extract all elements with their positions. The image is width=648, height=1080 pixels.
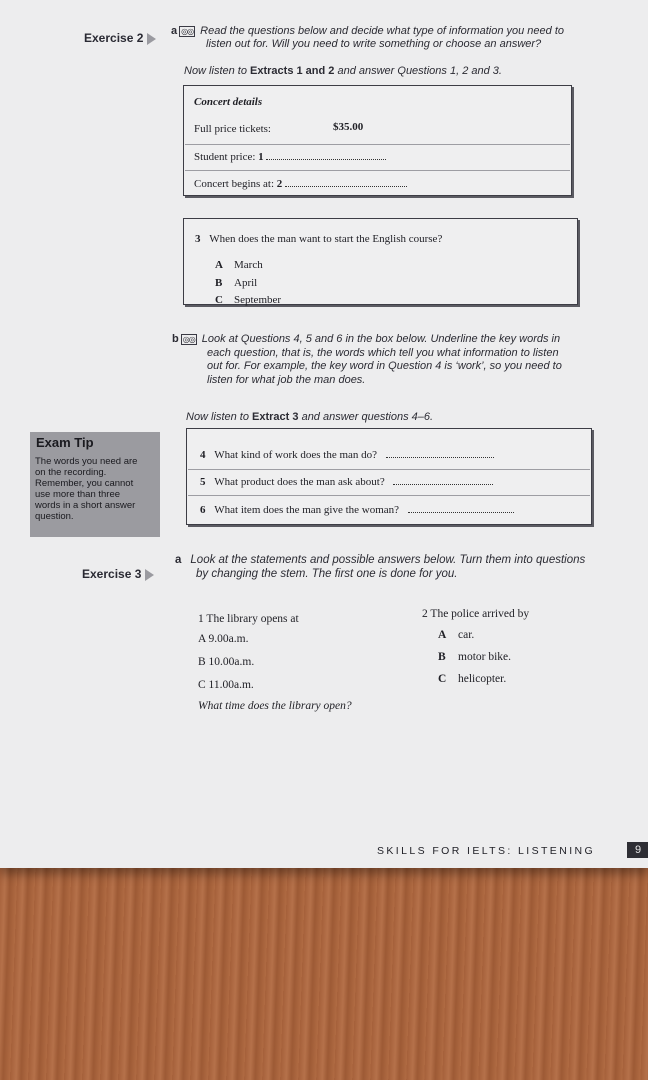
exercise-2-label [84, 31, 156, 45]
concert-begins-label: Concert begins at: [194, 178, 275, 190]
listen-post: and answer Questions 1, 2 and 3. [334, 65, 502, 77]
ex3-q1-option-c: C 11.00a.m. [198, 679, 254, 691]
question-4-row [200, 449, 494, 461]
answer-1-blank[interactable] [266, 158, 386, 160]
exam-tip-box [30, 432, 160, 537]
option-letter: B [215, 276, 223, 289]
ex3-q1-option-b: B 10.00a.m. [198, 656, 255, 668]
tip-line: The words you need are [35, 456, 138, 467]
option-text: motor bike. [458, 651, 512, 663]
ex3-q2-option-c [438, 673, 506, 685]
tip-line: on the recording. [35, 467, 107, 478]
student-price-row [194, 151, 386, 163]
exercise-2-text: Exercise 2 [84, 31, 144, 45]
divider [188, 495, 590, 496]
option-letter: A [438, 629, 447, 641]
concert-title: Concert details [194, 96, 263, 108]
question-3-row [195, 233, 442, 245]
divider [188, 469, 590, 470]
audio-cd-icon: ◎◎ [181, 26, 194, 36]
question-3-number: 3 [195, 233, 201, 245]
question-1-number: 1 [258, 151, 264, 163]
question-6-text: What item does the man give the woman? [214, 504, 400, 516]
running-footer: SKILLS FOR IELTS: LISTENING [377, 845, 596, 857]
ex3-q1-stem: 1 The library opens at [198, 613, 299, 625]
tip-line: question. [35, 511, 74, 522]
exercise-3-text: Exercise 3 [82, 567, 142, 581]
tip-line: Remember, you cannot [35, 478, 134, 489]
answer-6-blank[interactable] [408, 511, 514, 513]
ex2b-instructions [172, 333, 622, 387]
question-4-text: What kind of work does the man do? [214, 449, 378, 461]
option-text: April [234, 276, 258, 289]
concert-details-box [183, 85, 572, 196]
question-5-text: What product does the man ask about? [214, 476, 385, 488]
page-number: 9 [627, 842, 648, 858]
ex3-q1-option-a: A 9.00a.m. [198, 633, 249, 645]
option-text: helicopter. [458, 673, 507, 685]
divider [185, 170, 570, 171]
option-text: September [234, 294, 282, 306]
ex2a-line2: listen out for. Will you need to write something or choose an answer? [206, 38, 542, 50]
ex2b-line4: listen for what job the man does. [207, 373, 366, 386]
questions-4-6-box [186, 428, 592, 525]
option-letter: C [215, 294, 223, 306]
question-6-row [200, 504, 514, 516]
ex3-q1-example-answer: What time does the library open? [198, 700, 352, 712]
question-5-number: 5 [200, 476, 206, 488]
ex2a-instructions [171, 25, 611, 51]
question-2-number: 2 [276, 178, 283, 190]
audio-cd-icon: ◎◎ [182, 334, 195, 344]
exam-tip-body [35, 456, 159, 522]
option-text: March [234, 259, 263, 271]
question-3-text: When does the man want to start the English course? [209, 233, 443, 245]
exercise-3-label [82, 567, 154, 581]
exam-tip-title: Exam Tip [36, 435, 94, 450]
option-c[interactable] [215, 292, 281, 310]
answer-2-blank[interactable] [285, 185, 407, 187]
divider [185, 144, 570, 145]
answer-5-blank[interactable] [393, 483, 493, 485]
option-letter: B [438, 651, 446, 663]
full-price-value: $35.00 [333, 121, 364, 133]
arrow-icon [147, 33, 156, 45]
student-price-label: Student price: [194, 151, 256, 163]
ex2b-line2: each question, that is, the words which tell you what information to listen [207, 346, 559, 359]
ex3a-line2: by changing the stem. The first one is done for you. [196, 568, 458, 580]
answer-4-blank[interactable] [386, 456, 494, 458]
ex2b-line3: out for. For example, the key word in Question 4 is ‘work’, so you need to [207, 360, 562, 372]
question-5-row [200, 476, 493, 488]
option-a[interactable] [215, 257, 281, 275]
ex2b-line1: Look at Questions 4, 5 and 6 in the box below. Underline the key words in [201, 333, 561, 345]
listen-pre: Now listen to [184, 65, 251, 77]
ex3a-instructions [175, 553, 635, 581]
ex3-q2-stem: 2 The police arrived by [422, 608, 530, 620]
question-4-number: 4 [200, 449, 206, 461]
ex3a-letter: a [175, 554, 182, 566]
ex2b-listen-instruction [186, 411, 433, 423]
arrow-icon [145, 569, 154, 581]
ex3-q2-option-b [438, 651, 511, 663]
wooden-table [0, 850, 648, 1080]
concert-begins-row [194, 178, 407, 190]
option-letter: C [438, 673, 447, 685]
listen2-post: and answer questions 4–6. [298, 411, 434, 423]
question-3-options [215, 257, 281, 310]
full-price-label: Full price tickets: [194, 123, 271, 135]
listen2-bold: Extract 3 [252, 411, 299, 423]
ex3a-line1: Look at the statements and possible answers below. Turn them into questions [190, 554, 586, 566]
option-b[interactable] [215, 275, 281, 293]
question-6-number: 6 [200, 504, 206, 516]
ex3-q2-option-a [438, 629, 474, 641]
ex2a-letter: a [171, 25, 178, 37]
listen2-pre: Now listen to [186, 411, 253, 423]
tip-line: words in a short answer [35, 500, 136, 511]
ex2a-line1: Read the questions below and decide what type of information you need to [200, 25, 565, 37]
option-letter: A [215, 259, 223, 271]
ex2b-letter: b [172, 333, 179, 345]
tip-line: use more than three [35, 489, 121, 500]
question-3-box [183, 218, 578, 305]
listen-bold: Extracts 1 and 2 [250, 65, 335, 77]
ex2-listen-instruction [184, 65, 502, 77]
option-text: car. [458, 629, 475, 641]
